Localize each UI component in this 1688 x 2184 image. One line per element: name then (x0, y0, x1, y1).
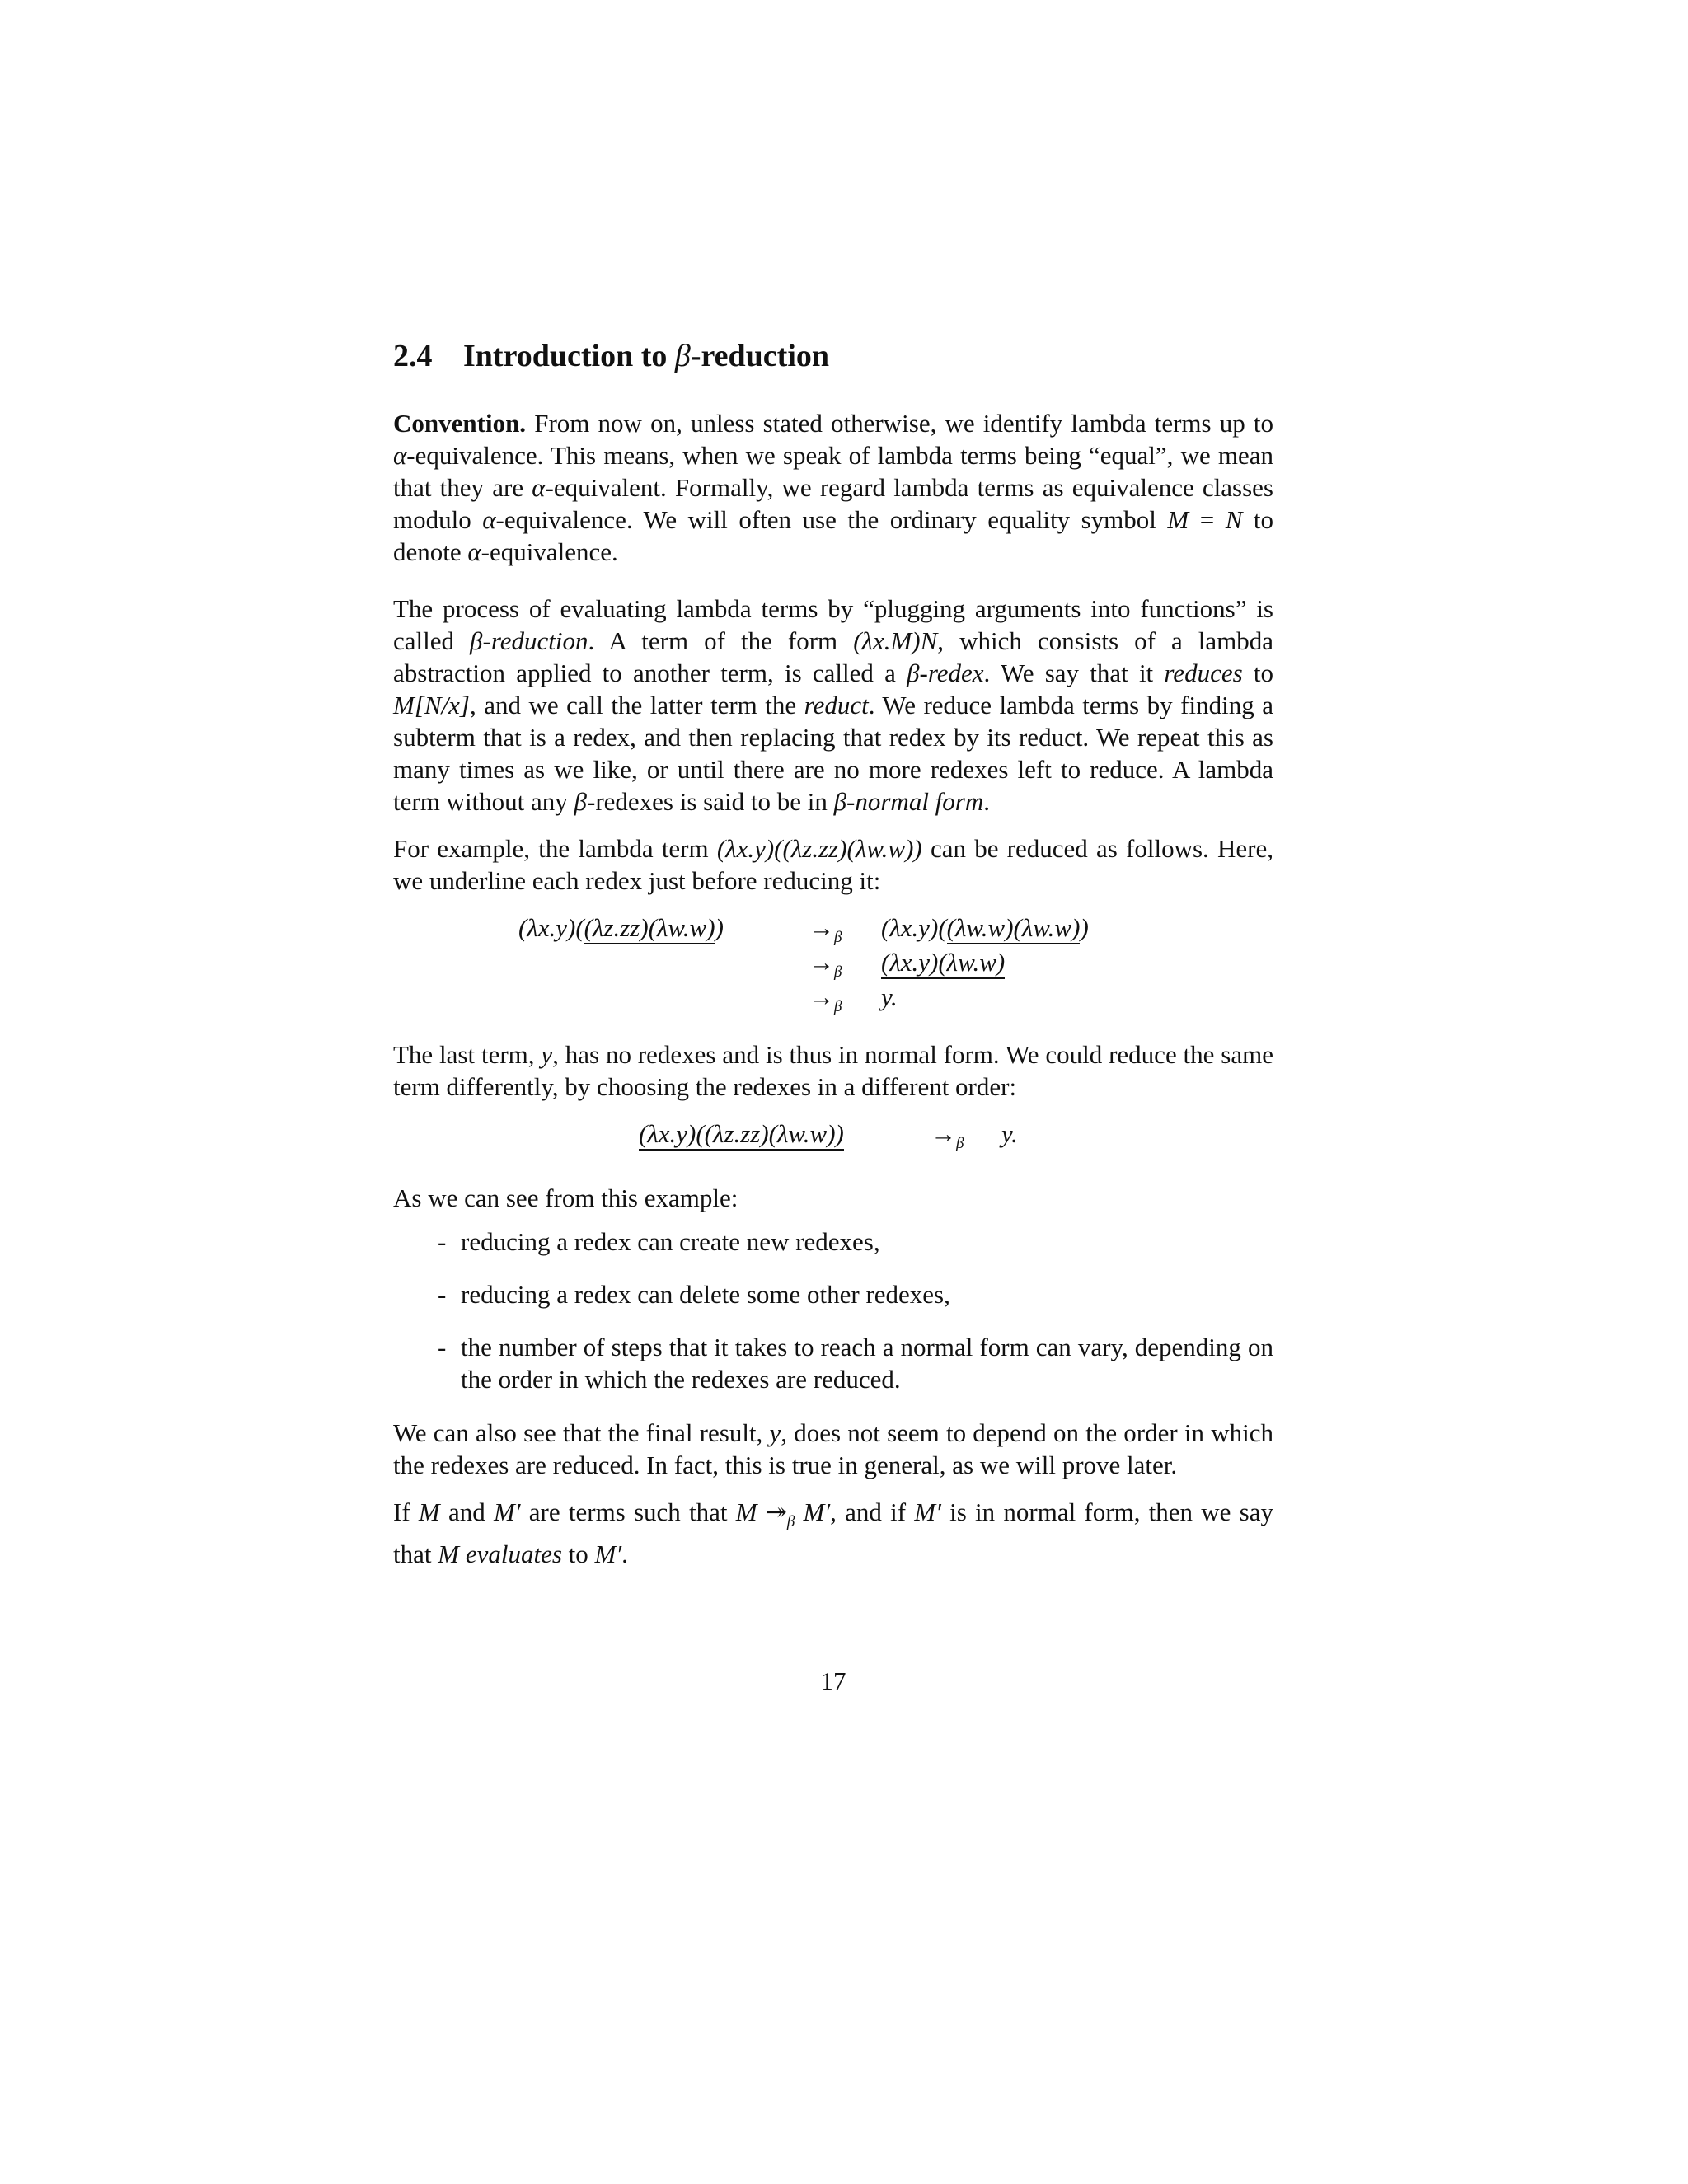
substitution: M[N/x] (393, 690, 470, 719)
lhs-suffix: ) (715, 912, 724, 942)
evaluates-text: and (439, 1497, 494, 1526)
process-paragraph (393, 593, 1273, 818)
arrow-symbol: → (809, 947, 834, 977)
math-M: M (1167, 504, 1189, 534)
list-item (393, 1278, 1273, 1310)
example-text: can be reduced as follows. Here, we underline each redex just before reducing it: (393, 833, 1273, 895)
evaluates-text: If (393, 1497, 419, 1526)
arrow-subscript: β (786, 1512, 795, 1530)
alpha-symbol: α (532, 472, 546, 502)
reduction-step-3: y. (881, 982, 898, 1011)
convention-text: -equivalence. This means, when we speak of lambda terms being “equal”, we mean that they are (393, 440, 1273, 502)
arrow-symbol: → (809, 912, 834, 942)
evaluates-text: , and if (830, 1497, 915, 1526)
math-M: M (418, 1497, 440, 1526)
reduction-step-1 (881, 912, 1089, 944)
last-term-text: The last term, (393, 1039, 542, 1069)
list-item-text: reducing a redex can delete some other redexes, (461, 1279, 950, 1309)
convention-lead: Convention. (393, 408, 527, 438)
beta-symbol: β (574, 786, 587, 816)
section-number: 2.4 (393, 339, 433, 373)
beta-arrow (809, 981, 842, 1023)
math-N: N (1225, 504, 1243, 534)
process-text: -redexes is said to be in (587, 786, 834, 816)
single-reduction-rhs: y. (1001, 1118, 1018, 1148)
arrow-subscript: β (834, 997, 842, 1015)
math-M: M (438, 1539, 460, 1568)
observations-list (393, 1226, 1273, 1395)
arrow-subscript: β (956, 1134, 964, 1152)
final-result-text: , does not seem to depend on the order in which the redexes are reduced. In fact, this is true in general, as we will prove later. (393, 1418, 1273, 1479)
as-we-see-paragraph: As we can see from this example: (393, 1183, 738, 1212)
arrow-symbol: → (931, 1118, 956, 1148)
final-result-text: We can also see that the final result, (393, 1418, 770, 1447)
math-M-prime: M′ (795, 1497, 831, 1526)
arrow-symbol: → (809, 982, 834, 1011)
convention-text: -equivalence. (481, 537, 618, 566)
step1-suffix: ) (1080, 912, 1089, 942)
list-dash: - (438, 1279, 447, 1309)
term-reduces: reduces (1164, 658, 1243, 687)
example-text: For example, the lambda term (393, 833, 717, 863)
example-term: (λx.y)((λz.zz)(λw.w)) (716, 833, 922, 863)
convention-text: -equivalence. We will often use the ordinary equality symbol (495, 504, 1168, 534)
term-evaluates: evaluates (465, 1539, 562, 1568)
process-text: . We say that it (983, 658, 1165, 687)
list-item (393, 1226, 1273, 1258)
redex-form: (λx.M)N (853, 626, 938, 655)
last-term-text: , has no redexes and is thus in normal form. We could reduce the same term differently, by choosing the redexes in a different order: (393, 1039, 1273, 1101)
section-title-beta: β (674, 339, 691, 373)
beta-arrow (931, 1118, 964, 1160)
convention-paragraph (393, 407, 1273, 568)
math-M-prime: M′ (594, 1539, 622, 1568)
math-M: M (735, 1497, 757, 1526)
term-beta-reduction: -reduction (482, 626, 588, 655)
last-term-paragraph (393, 1038, 1273, 1103)
underlined-redex: (λz.zz)(λw.w) (584, 913, 715, 944)
math-M-prime: M′ (493, 1497, 521, 1526)
math-M-prime: M′ (914, 1497, 941, 1526)
convention-text: From now on, unless stated otherwise, we identify lambda terms up to (526, 408, 1273, 438)
list-dash: - (438, 1332, 447, 1361)
convention-text: to denote (393, 504, 1273, 566)
arrow-subscript: β (834, 963, 842, 981)
process-text: , which consists of a lambda abstraction applied to another term, is called a (393, 626, 1273, 687)
multistep-arrow: ↠ (757, 1497, 787, 1526)
beta-symbol: β (833, 786, 847, 816)
arrow-subscript: β (834, 928, 842, 946)
evaluates-paragraph (393, 1496, 1273, 1570)
step1-prefix: (λx.y)( (881, 912, 947, 942)
single-reduction (393, 1118, 1273, 1160)
section-title-suffix: -reduction (690, 339, 830, 373)
list-item-text: reducing a redex can create new redexes, (461, 1226, 880, 1256)
evaluates-text: to (561, 1539, 595, 1568)
underlined-redex: (λx.y)(λw.w) (881, 948, 1005, 979)
list-item (393, 1331, 1273, 1395)
process-text: . A term of the form (588, 626, 854, 655)
alpha-symbol: α (393, 440, 407, 470)
process-text: . We reduce lambda terms by finding a subterm that is a redex, and then replacing that redex by its reduct. We repeat this as many times as we like, or until there are no more redexes left to reduce. A lambda term without any (393, 690, 1273, 816)
list-item-text: the number of steps that it takes to reach a normal form can vary, depending on the order in which the redexes are reduced. (461, 1332, 1273, 1394)
evaluates-text: is in normal form, then we say that (393, 1497, 1273, 1568)
underlined-redex: (λw.w)(λw.w) (947, 913, 1081, 944)
beta-symbol: β (907, 658, 920, 687)
reduction-lhs (518, 912, 724, 944)
process-text: The process of evaluating lambda terms by “plugging arguments into functions” is called (393, 593, 1273, 655)
beta-symbol: β (470, 626, 483, 655)
convention-text: -equivalent. Formally, we regard lambda terms as equivalence classes modulo (393, 472, 1273, 534)
example-paragraph (393, 832, 1273, 897)
math-y: y (541, 1039, 553, 1069)
reduction-step-2 (881, 946, 1005, 978)
section-title-prefix: Introduction to (463, 339, 675, 373)
alpha-symbol: α (467, 537, 481, 566)
term-reduct: reduct (804, 690, 869, 719)
equals-sign: = (1189, 504, 1226, 534)
evaluates-text: . (621, 1539, 628, 1568)
math-y: y (769, 1418, 781, 1447)
evaluates-text: are terms such that (520, 1497, 736, 1526)
alpha-symbol: α (482, 504, 496, 534)
process-text: , and we call the latter term the (470, 690, 804, 719)
section-heading (393, 338, 1273, 376)
single-reduction-lhs (639, 1118, 844, 1150)
process-text: to (1242, 658, 1273, 687)
page-content (393, 338, 1273, 1695)
term-beta-redex: -redex (919, 658, 984, 687)
page-number: 17 (820, 1666, 846, 1695)
lhs-prefix: (λx.y)( (518, 912, 584, 942)
final-result-paragraph (393, 1417, 1273, 1481)
process-text: . (983, 786, 990, 816)
list-dash: - (438, 1226, 447, 1256)
underlined-redex: (λx.y)((λz.zz)(λw.w)) (639, 1119, 844, 1151)
term-beta-normal-form: -normal form (846, 786, 984, 816)
reduction-sequence (393, 912, 1273, 1019)
